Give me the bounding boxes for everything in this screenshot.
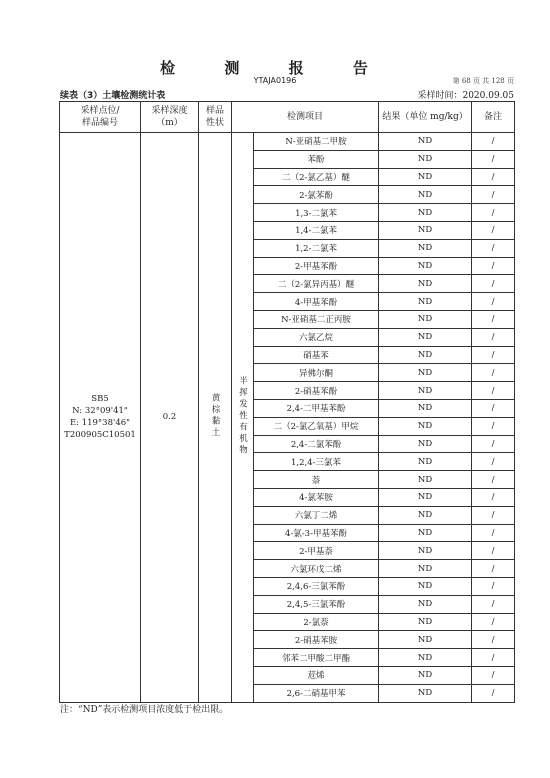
remark-cell: / [472,364,515,382]
remark-cell: / [472,453,515,471]
result-cell: ND [379,649,472,667]
result-cell: ND [379,150,472,168]
result-cell: ND [379,168,472,186]
remark-cell: / [472,186,515,204]
remark-cell: / [472,221,515,239]
item-cell: 1,2-二氯苯 [254,239,379,257]
result-cell: ND [379,488,472,506]
item-cell: 二（2-氯异丙基）醚 [254,275,379,293]
header-point: 采样点位/ 样品编号 [60,102,141,133]
item-cell: 4-氯-3-甲基苯酚 [254,524,379,542]
result-cell: ND [379,399,472,417]
item-cell: 1,4-二氯苯 [254,221,379,239]
remark-cell: / [472,524,515,542]
remark-cell: / [472,613,515,631]
item-cell: 苯酚 [254,150,379,168]
remark-cell: / [472,204,515,222]
sampling-date: 采样时间：2020.09.05 [417,91,514,101]
result-cell: ND [379,560,472,578]
result-cell: ND [379,257,472,275]
result-cell: ND [379,684,472,702]
table-row [60,133,515,151]
item-cell: N-亚硝基二甲胺 [254,133,379,151]
item-cell: 六氯乙烷 [254,328,379,346]
remark-cell: / [472,382,515,400]
remark-cell: / [472,560,515,578]
remark-cell: / [472,150,515,168]
header-depth: 采样深度 （m） [141,102,199,133]
item-cell: 4-甲基苯酚 [254,293,379,311]
remark-cell: / [472,542,515,560]
result-cell: ND [379,577,472,595]
result-cell: ND [379,186,472,204]
remark-cell: / [472,399,515,417]
header-remark: 备注 [472,102,515,133]
result-cell: ND [379,364,472,382]
remark-cell: / [472,239,515,257]
item-cell: 异佛尔酮 [254,364,379,382]
item-cell: 六氯环戊二烯 [254,560,379,578]
remark-cell: / [472,293,515,311]
result-cell: ND [379,417,472,435]
sample-depth: 0.2 [141,133,199,703]
item-cell: 二（2-氯乙氧基）甲烷 [254,417,379,435]
result-cell: ND [379,613,472,631]
result-cell: ND [379,524,472,542]
remark-cell: / [472,168,515,186]
sample-point-cell [60,133,141,703]
item-cell: 2-氯苯酚 [254,186,379,204]
category-cell [232,133,254,703]
result-cell: ND [379,506,472,524]
footnote: 注：“ND”表示检测项目浓度低于检出限。 [60,705,229,715]
remark-cell: / [472,257,515,275]
item-cell: 2-硝基苯胺 [254,631,379,649]
result-cell: ND [379,133,472,151]
header-result: 结果（单位 mg/kg） [379,102,472,133]
remark-cell: / [472,346,515,364]
result-cell: ND [379,542,472,560]
item-cell: 邻苯二甲酸二甲酯 [254,649,379,667]
remark-cell: / [472,488,515,506]
sample-id: T200905C10501 [64,430,136,441]
sample-nature-cell [199,133,232,703]
result-cell: ND [379,631,472,649]
result-cell: ND [379,666,472,684]
table-title: 续表（3）土壤检测统计表 [60,91,166,101]
result-cell: ND [379,293,472,311]
item-cell: 2,4-二氯苯酚 [254,435,379,453]
item-cell: N-亚硝基二正丙胺 [254,310,379,328]
item-cell: 苊烯 [254,666,379,684]
item-cell: 2-甲基苯酚 [254,257,379,275]
report-title: 检 测 报 告 [160,59,390,77]
result-cell: ND [379,275,472,293]
remark-cell: / [472,417,515,435]
remark-cell: / [472,506,515,524]
sample-lon: E: 119°38'46" [69,418,131,429]
item-cell: 2-硝基苯酚 [254,382,379,400]
item-cell: 2-氯萘 [254,613,379,631]
item-cell: 4-氯苯胺 [254,488,379,506]
item-cell: 2,4,6-三氯苯酚 [254,577,379,595]
remark-cell: / [472,328,515,346]
table-header-row [60,102,515,133]
item-cell: 1,2,4-三氯苯 [254,453,379,471]
remark-cell: / [472,133,515,151]
page-info: 第 68 页 共 128 页 [452,77,514,85]
sample-nature: 黄棕黏土 [210,392,220,439]
remark-cell: / [472,471,515,489]
header-item: 检测项目 [232,102,379,133]
remark-cell: / [472,631,515,649]
remark-cell: / [472,649,515,667]
results-table [59,101,515,703]
result-cell: ND [379,204,472,222]
item-cell: 1,3-二氯苯 [254,204,379,222]
result-cell: ND [379,328,472,346]
item-cell: 2,4-二甲基苯酚 [254,399,379,417]
result-cell: ND [379,435,472,453]
result-cell: ND [379,453,472,471]
result-cell: ND [379,239,472,257]
result-cell: ND [379,310,472,328]
remark-cell: / [472,310,515,328]
category-label: 半挥发性有机物 [237,375,248,456]
item-cell: 硝基苯 [254,346,379,364]
remark-cell: / [472,595,515,613]
sample-point: SB5 [91,394,109,405]
header-nature: 样品 性状 [199,102,232,133]
item-cell: 2,6-二硝基甲苯 [254,684,379,702]
result-cell: ND [379,595,472,613]
remark-cell: / [472,435,515,453]
result-cell: ND [379,382,472,400]
item-cell: 2,4,5-三氯苯酚 [254,595,379,613]
item-cell: 二（2-氯乙基）醚 [254,168,379,186]
remark-cell: / [472,666,515,684]
remark-cell: / [472,577,515,595]
result-cell: ND [379,471,472,489]
item-cell: 萘 [254,471,379,489]
result-cell: ND [379,221,472,239]
sample-lat: N: 32°09'41" [72,406,128,417]
remark-cell: / [472,275,515,293]
item-cell: 2-甲基萘 [254,542,379,560]
remark-cell: / [472,684,515,702]
result-cell: ND [379,346,472,364]
report-code: YTAJA0196 [253,76,297,85]
item-cell: 六氯丁二烯 [254,506,379,524]
